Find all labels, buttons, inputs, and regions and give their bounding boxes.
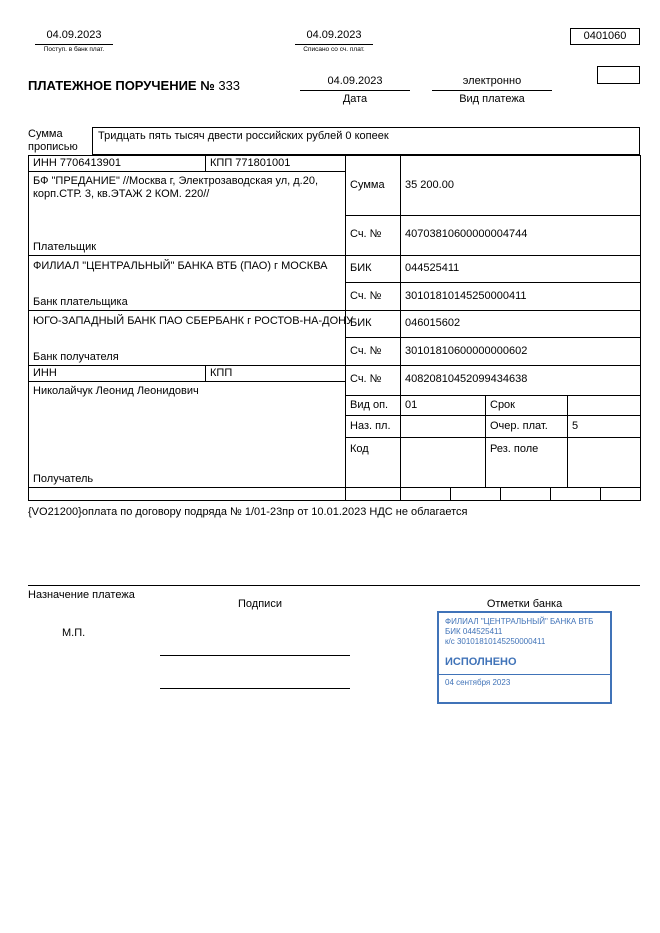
divider-line — [28, 585, 640, 586]
payee-kpp-label: КПП — [210, 367, 233, 379]
payee-bank-name: ЮГО-ЗАПАДНЫЙ БАНК ПАО СБЕРБАНК г РОСТОВ-НА-ДОНУ — [33, 315, 354, 327]
divider-line — [640, 155, 641, 500]
purpose-code-label: Наз. пл. — [350, 420, 391, 432]
reserve-field-label: Рез. поле — [490, 443, 539, 455]
payer-bank-bik-label: БИК — [350, 262, 372, 274]
divider-line — [345, 437, 640, 438]
amount-words-label: Сумма прописью — [28, 128, 78, 153]
stamp-place-label: М.П. — [62, 627, 86, 639]
divider-line — [345, 282, 640, 283]
payee-inn-label: ИНН — [33, 367, 57, 379]
amount-value: 35 200.00 — [405, 179, 454, 191]
stamp-corr-account: к/с 30101810145250000411 — [445, 637, 546, 646]
divider-line — [28, 487, 640, 488]
payee-label: Получатель — [33, 473, 94, 485]
divider-line — [345, 215, 640, 216]
divider-line — [28, 155, 29, 500]
divider-line — [567, 395, 568, 487]
payer-account-label: Сч. № — [350, 228, 382, 240]
divider-line — [600, 487, 601, 500]
bank-received-label: Поступ. в банк плат. — [43, 46, 105, 53]
divider-line — [28, 255, 640, 256]
signature-line — [160, 688, 350, 689]
payer-bank-account: 30101810145250000411 — [405, 290, 527, 302]
payment-kind-label: Вид платежа — [459, 93, 525, 105]
payment-kind: электронно — [432, 75, 552, 91]
signature-line — [160, 655, 350, 656]
divider-line — [550, 487, 551, 500]
stamp-date: 04 сентября 2023 — [439, 674, 610, 688]
op-kind-label: Вид оп. — [350, 399, 389, 411]
divider-line — [28, 155, 640, 156]
amount-words-value: Тридцать пять тысяч двести российских рублей 0 копеек — [98, 130, 389, 142]
amount-label: Сумма — [350, 179, 385, 191]
divider-line — [345, 395, 640, 396]
stamp-bank-name: ФИЛИАЛ "ЦЕНТРАЛЬНЫЙ" БАНКА ВТБ — [445, 617, 594, 626]
bank-stamp — [437, 611, 612, 704]
payee-account: 40820810452099434638 — [405, 373, 528, 385]
payee-account-label: Сч. № — [350, 373, 382, 385]
payment-purpose-text: {VO21200}оплата по договору подряда № 1/01-23пр от 10.01.2023 НДС не облагается — [28, 506, 468, 518]
divider-line — [28, 171, 345, 172]
term-label: Срок — [490, 399, 515, 411]
divider-line — [345, 415, 640, 416]
queue-value: 5 — [572, 420, 579, 432]
amount-words-box — [92, 127, 640, 155]
payee-name: Николайчук Леонид Леонидович — [33, 385, 199, 397]
payer-bank-name: ФИЛИАЛ "ЦЕНТРАЛЬНЫЙ" БАНКА ВТБ (ПАО) г МОСКВА — [33, 260, 328, 272]
document-date-label: Дата — [342, 93, 368, 105]
payee-bank-bik: 046015602 — [405, 317, 461, 329]
op-kind-value: 01 — [405, 399, 418, 411]
queue-label: Очер. плат. — [490, 420, 548, 432]
payer-name: БФ "ПРЕДАНИЕ" //Москва г, Электрозаводская ул, д.20, корп.СТР. 3, кв.ЭТАЖ 2 КОМ. 220// — [33, 175, 319, 200]
divider-line — [450, 487, 451, 500]
divider-line — [400, 155, 401, 500]
payer-label: Плательщик — [33, 241, 97, 253]
document-title-label: ПЛАТЕЖНОЕ ПОРУЧЕНИЕ № — [28, 78, 215, 93]
code-label: Код — [350, 443, 369, 455]
payer-account: 40703810600000004744 — [405, 228, 528, 240]
bank-received-date: 04.09.2023 — [35, 29, 113, 45]
payer-kpp: КПП 771801001 — [210, 157, 291, 169]
document-number: 333 — [218, 78, 241, 93]
debited-date: 04.09.2023 — [295, 29, 373, 45]
divider-line — [205, 365, 206, 381]
divider-line — [28, 381, 345, 382]
stamp-bik: БИК 044525411 — [445, 627, 503, 636]
form-code: 0401060 — [583, 30, 627, 42]
payee-bank-label: Банк получателя — [33, 351, 119, 363]
debited-label: Списано со сч. плат. — [303, 46, 365, 53]
payer-bank-account-label: Сч. № — [350, 290, 382, 302]
payee-bank-account-label: Сч. № — [350, 345, 382, 357]
divider-line — [345, 337, 640, 338]
form-code-box — [570, 28, 640, 45]
status-box — [597, 66, 640, 84]
divider-line — [205, 155, 206, 171]
stamp-status: ИСПОЛНЕНО — [445, 656, 517, 668]
divider-line — [28, 365, 640, 366]
payer-inn: ИНН 7706413901 — [33, 157, 122, 169]
payee-bank-account: 30101810600000000602 — [405, 345, 528, 357]
divider-line — [28, 310, 640, 311]
payer-bank-label: Банк плательщика — [33, 296, 128, 308]
divider-line — [485, 395, 486, 487]
payee-bank-bik-label: БИК — [350, 317, 372, 329]
divider-line — [500, 487, 501, 500]
payer-bank-bik: 044525411 — [405, 262, 460, 274]
signatures-label: Подписи — [238, 598, 282, 610]
bank-marks-label: Отметки банка — [486, 598, 563, 610]
divider-line — [28, 500, 641, 501]
document-date: 04.09.2023 — [300, 75, 410, 91]
document-title — [28, 78, 240, 93]
payment-purpose-label: Назначение платежа — [28, 589, 135, 601]
